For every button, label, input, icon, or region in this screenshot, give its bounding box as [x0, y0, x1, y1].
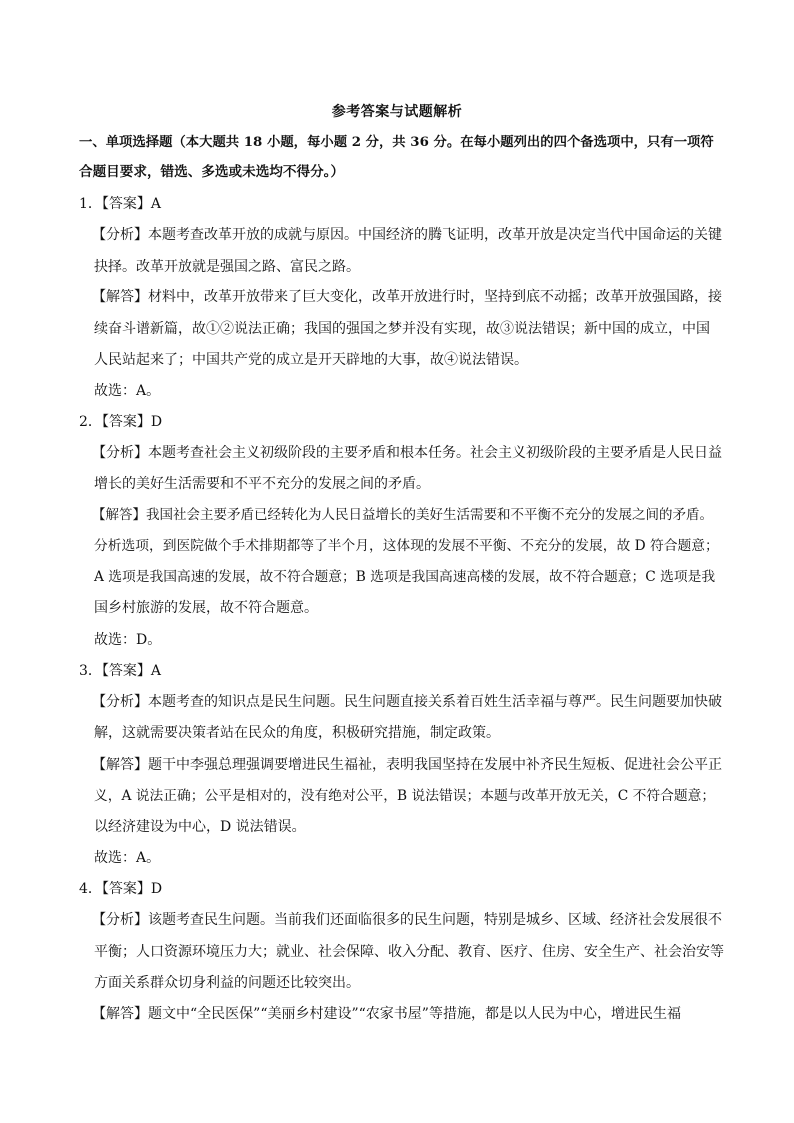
section-heading-line-1: 一、单项选择题（本大题共 18 小题，每小题 2 分，共 36 分。在每小题列出的四个备选项中，只有一项符 [79, 134, 714, 150]
q1-analysis-line-1: 【分析】本题考查改革开放的成就与原因。中国经济的腾飞证明，改革开放是决定当代中国命运的关键 [92, 227, 722, 243]
q4-analysis-line-2: 平衡；人口资源环境压力大；就业、社会保障、收入分配、教育、医疗、住房、安全生产、社会治安等 [94, 944, 724, 960]
q3-analysis-line-2: 解，这就需要决策者站在民众的角度，积极研究措施，制定政策。 [94, 725, 500, 741]
q2-answer-header: 2．【答案】D [79, 414, 163, 430]
q3-solution-line-3: 以经济建设为中心，D 说法错误。 [94, 819, 306, 835]
section-heading-line-2: 合题目要求，错选、多选或未选均不得分。） [79, 164, 345, 180]
q2-solution-line-2: 分析选项，到医院做个手术排期都等了半个月，这体现的发展不平衡、不充分的发展，故 D 符合题意； [94, 538, 719, 554]
q4-analysis-line-3: 方面关系群众切身利益的问题还比较突出。 [94, 975, 360, 991]
q3-analysis-line-1: 【分析】本题考查的知识点是民生问题。民生问题直接关系着百姓生活幸福与尊严。民生问题要加快破 [92, 694, 722, 710]
q3-solution-line-2: 义，A 说法正确；公平是相对的，没有绝对公平，B 说法错误；本题与改革开放无关，C 不符合题意； [94, 788, 716, 804]
q2-choice: 故选：D。 [94, 632, 162, 648]
q2-analysis-line-2: 增长的美好生活需要和不平不充分的发展之间的矛盾。 [94, 476, 430, 492]
q2-solution-line-1: 【解答】我国社会主要矛盾已经转化为人民日益增长的美好生活需要和不平衡不充分的发展之间的矛盾。 [92, 507, 713, 523]
q2-solution-line-3: A 选项是我国高速的发展，故不符合题意；B 选项是我国高速高楼的发展，故不符合题意；C 选项是我 [94, 569, 716, 585]
q1-solution-line-2: 续奋斗谱新篇，故①②说法正确；我国的强国之梦并没有实现，故③说法错误；新中国的成立，中国 [94, 321, 710, 337]
q3-solution-line-1: 【解答】题干中李强总理强调要增进民生福祉，表明我国坚持在发展中补齐民生短板、促进社会公平正 [92, 757, 722, 773]
q4-answer-header: 4．【答案】D [79, 881, 163, 897]
q4-analysis-line-1: 【分析】该题考查民生问题。当前我们还面临很多的民生问题，特别是城乡、区域、经济社会发展很不 [92, 912, 722, 928]
q2-analysis-line-1: 【分析】本题考查社会主义初级阶段的主要矛盾和根本任务。社会主义初级阶段的主要矛盾是人民日益 [92, 445, 722, 461]
q2-solution-line-4: 国乡村旅游的发展，故不符合题意。 [94, 600, 318, 616]
q4-solution-line-1: 【解答】题文中“全民医保”“美丽乡村建设”“农家书屋”等措施，都是以人民为中心，增进民生福 [92, 1006, 681, 1022]
q3-choice: 故选：A。 [94, 850, 161, 866]
q1-choice: 故选：A。 [94, 383, 161, 399]
q1-answer-header: 1．【答案】A [79, 196, 162, 212]
q1-analysis-line-2: 抉择。改革开放就是强国之路、富民之路。 [94, 259, 360, 275]
q1-solution-line-3: 人民站起来了；中国共产党的成立是开天辟地的大事，故④说法错误。 [94, 352, 528, 368]
q1-solution-line-1: 【解答】材料中，改革开放带来了巨大变化，改革开放进行时，坚持到底不动摇；改革开放强国路，接 [92, 289, 722, 305]
q3-answer-header: 3．【答案】A [79, 663, 162, 679]
page-title: 参考答案与试题解析 [331, 104, 463, 120]
